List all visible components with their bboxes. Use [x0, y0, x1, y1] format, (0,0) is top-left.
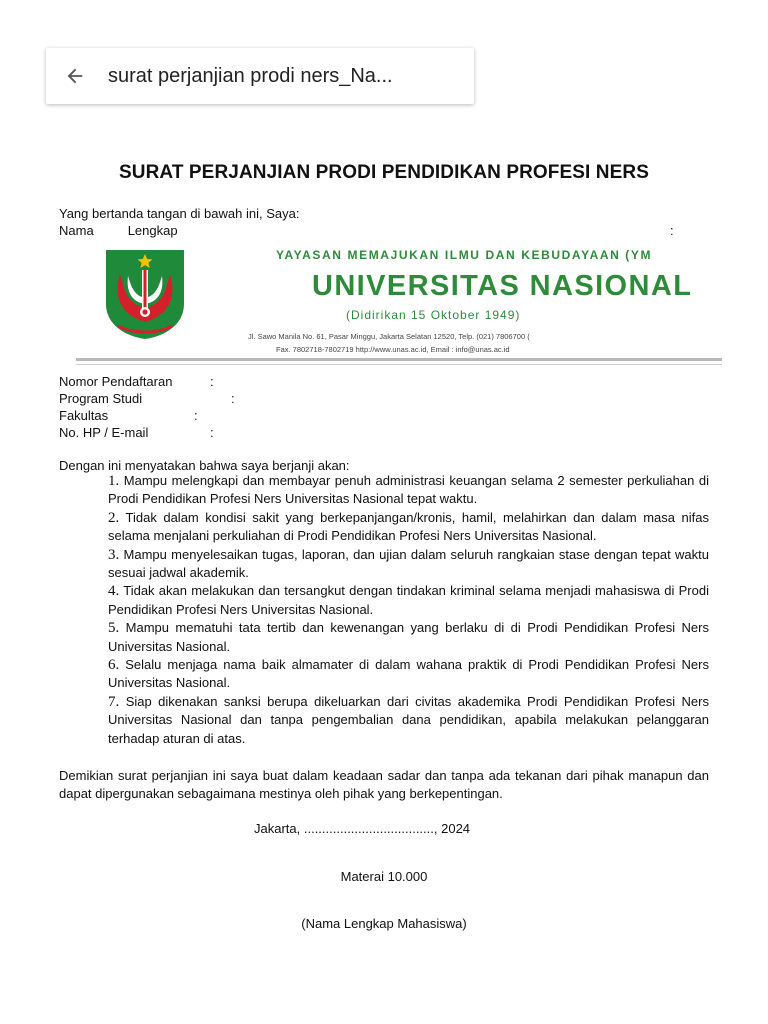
list-item: 3. Mampu menyelesaikan tugas, laporan, dan ujian dalam seluruh rangkaian stase dengan tepat waktu sesuai jadwal akademik.	[108, 546, 710, 581]
field-nomor-pendaftaran-colon: :	[210, 374, 214, 389]
university-crest-logo	[104, 248, 186, 340]
list-item: 4. Tidak akan melakukan dan tersangkut dengan tindakan kriminal selama menjadi mahasiswa di Prodi Pendidikan Profesi Ners Universitas Nasional.	[108, 583, 709, 617]
closing-paragraph: Demikian surat perjanjian ini saya buat dalam keadaan sadar dan tanpa ada tekanan dari pihak manapun dan dapat dipergunakan sebagaimana mestinya oleh pihak yang berkepentingan.	[59, 768, 709, 802]
list-item: 5. Mampu mematuhi tata tertib dan kewenangan yang berlaku di di Prodi Pendidikan Profesi Ners Universitas Nasional.	[108, 620, 709, 654]
field-hp-email-colon: :	[210, 425, 214, 440]
letterhead-rule-thin	[76, 364, 722, 365]
field-nomor-pendaftaran-label: Nomor Pendaftaran	[59, 374, 173, 389]
letterhead-founded: (Didirikan 15 Oktober 1949)	[346, 308, 521, 322]
intro-text: Yang bertanda tangan di bawah ini, Saya:	[59, 206, 300, 221]
list-item: 7. Siap dikenakan sanksi berupa dikeluarkan dari civitas akademika Prodi Pendidikan Profesi Ners Universitas Nasional dan tanpa pengembalian dana pendidikan, apabila melakukan pelanggaran terhadap aturan di atas.	[108, 693, 709, 746]
list-item: 6. Selalu menjaga nama baik almamater di dalam wahana praktik di Prodi Pendidikan Profesi Ners Universitas Nasional.	[108, 657, 709, 691]
name-label	[59, 222, 178, 239]
university-letterhead	[76, 238, 722, 370]
field-fakultas-label: Fakultas	[59, 408, 109, 423]
signature-name: (Nama Lengkap Mahasiswa)	[301, 916, 467, 931]
statement-intro: Dengan ini menyatakan bahwa saya berjanji akan:	[59, 458, 350, 473]
file-title-bar	[46, 48, 474, 104]
date-line: Jakarta, ...................................., 2024	[254, 821, 471, 836]
file-title: surat perjanjian prodi ners_Na...	[108, 64, 393, 87]
list-item: 1. Mampu melengkapi dan membayar penuh administrasi keuangan selama 2 semester perkuliahan di Prodi Pendidikan Profesi Ners Universitas Nasional tepat waktu.	[108, 473, 709, 507]
name-label-word-1: Nama	[59, 223, 94, 238]
commitment-list	[108, 472, 709, 748]
list-item: 2. Tidak dalam kondisi sakit yang berkepanjangan/kronis, hamil, melahirkan dan dalam masa nifas selama menjalani perkuliahan di Prodi Pendidikan Profesi Ners Universitas Nasional.	[108, 509, 709, 544]
field-program-studi-label: Program Studi	[59, 391, 143, 406]
letterhead-rule	[76, 358, 722, 361]
document-title: SURAT PERJANJIAN PRODI PENDIDIKAN PROFESI NERS	[119, 162, 649, 183]
field-hp-email-label: No. HP / E-mail	[59, 425, 149, 440]
arrow-left-icon[interactable]	[64, 65, 86, 87]
field-fakultas-colon: :	[194, 408, 198, 423]
letterhead-university-name: UNIVERSITAS NASIONAL	[312, 270, 693, 302]
name-label-word-2: Lengkap	[127, 223, 178, 238]
name-colon: :	[670, 223, 674, 238]
letterhead-contact: Fax. 7802718-7802719 http://www.unas.ac.id, Email : info@unas.ac.id	[276, 345, 510, 354]
field-program-studi-colon: :	[231, 391, 235, 406]
stamp-label: Materai 10.000	[340, 869, 428, 884]
letterhead-address: Jl. Sawo Manila No. 61, Pasar Minggu, Jakarta Selatan 12520, Telp. (021) 7806700 (	[248, 332, 530, 341]
letterhead-foundation: YAYASAN MEMAJUKAN ILMU DAN KEBUDAYAAN (YM	[276, 248, 653, 262]
